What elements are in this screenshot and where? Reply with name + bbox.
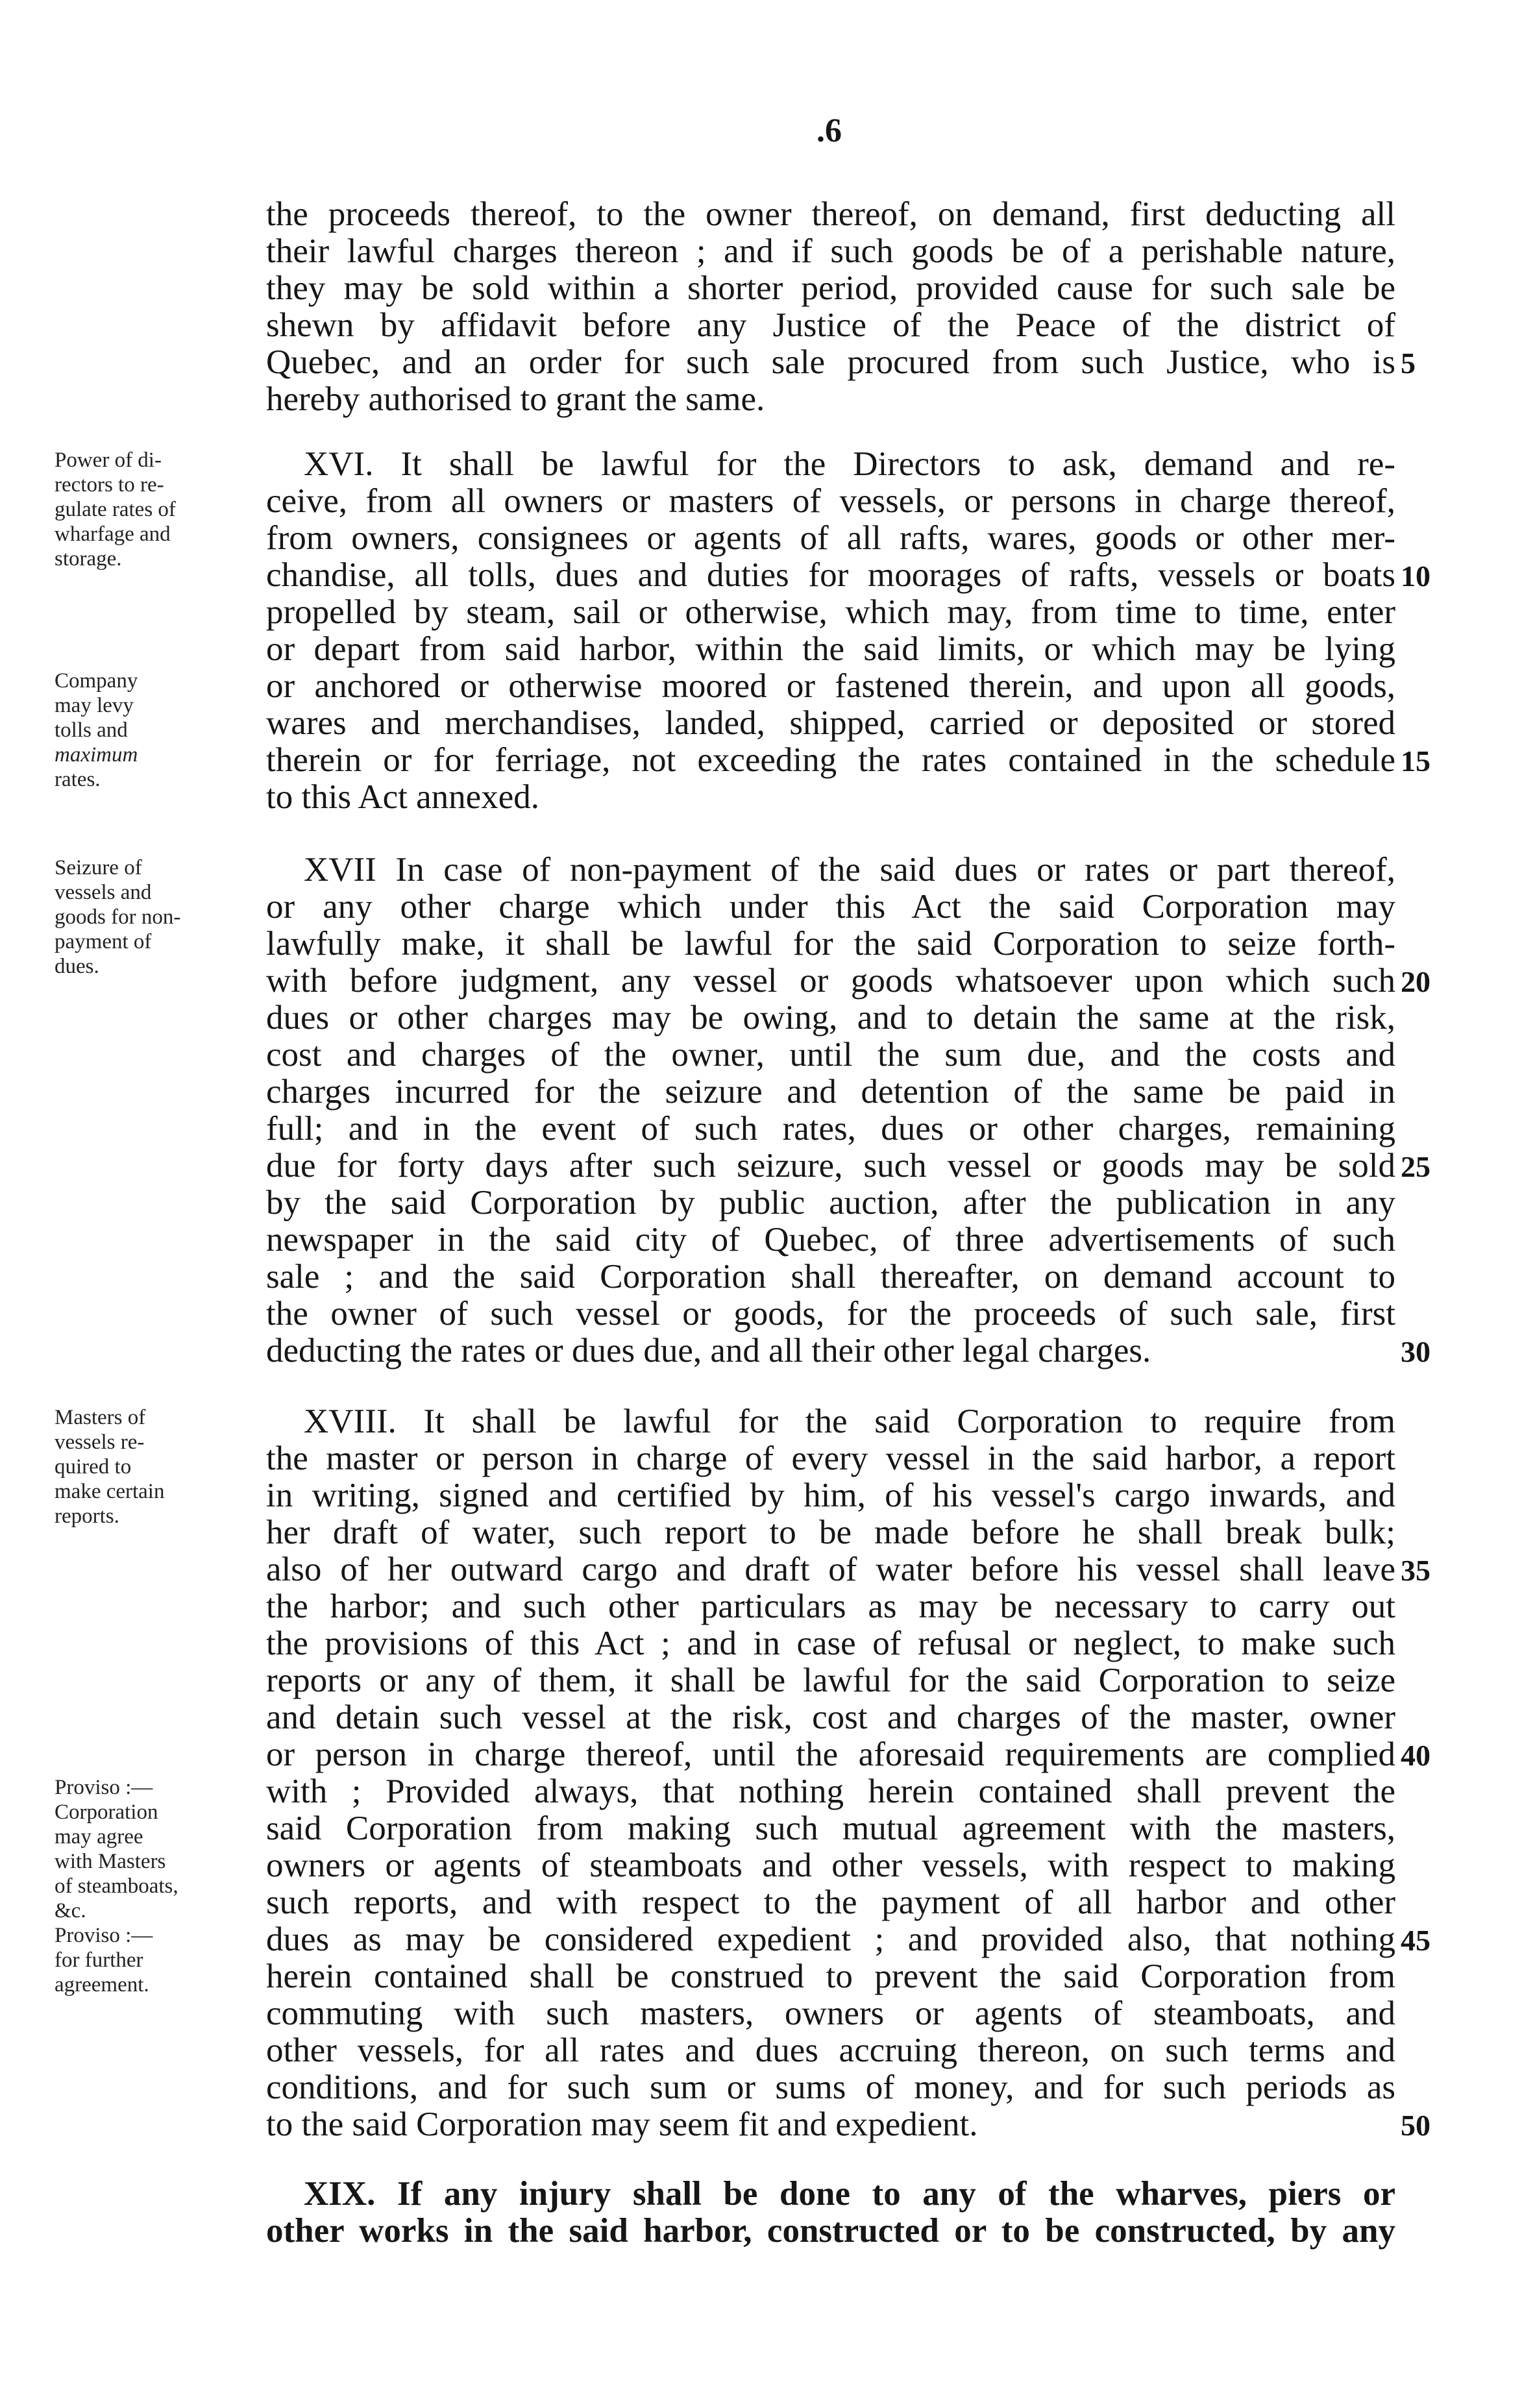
text-line: sale ; and the said Corporation shall thereafter, on demand account to xyxy=(266,1258,1395,1296)
text-line: and detain such vessel at the risk, cost and charges of the master, owner xyxy=(266,1699,1395,1736)
text-line: or anchored or otherwise moored or fastened therein, and upon all goods, xyxy=(266,667,1395,705)
line-number: 15 xyxy=(1401,744,1430,778)
text-line: newspaper in the said city of Quebec, of three advertisements of such xyxy=(266,1221,1395,1259)
text-line: they may be sold within a shorter period, provided cause for such sale be xyxy=(266,269,1395,307)
line-number: 10 xyxy=(1401,559,1430,593)
line-number: 25 xyxy=(1401,1150,1430,1183)
line-number: 20 xyxy=(1401,965,1430,998)
line-number: 35 xyxy=(1401,1554,1430,1587)
text-line: deducting the rates or dues due, and all their other legal charges. xyxy=(266,1332,1151,1370)
line-number: 30 xyxy=(1401,1335,1430,1368)
text-line: commuting with such masters, owners or agents of steamboats, and xyxy=(266,1995,1395,2032)
text-line: the provisions of this Act ; and in case of refusal or neglect, to make such xyxy=(266,1625,1395,1662)
text-line: due for forty days after such seizure, such vessel or goods may be sold xyxy=(266,1147,1395,1185)
margin-note-seizure: Seizure of vessels and goods for non- payment of dues. xyxy=(55,856,181,978)
text-line: XVII In case of non-payment of the said dues or rates or part thereof, xyxy=(304,851,1395,889)
line-number: 45 xyxy=(1401,1924,1430,1957)
text-line: XVI. It shall be lawful for the Directors to ask, demand and re- xyxy=(304,445,1395,483)
text-line: or person in charge thereof, until the aforesaid requirements are complied xyxy=(266,1736,1395,1773)
text-line: with before judgment, any vessel or goods whatsoever upon which such xyxy=(266,962,1395,1000)
margin-note-proviso-agreement: Proviso :— Corporation may agree with Masters of steamboats, &c. xyxy=(55,1776,178,1923)
text-line: cost and charges of the owner, until the sum due, and the costs and xyxy=(266,1036,1395,1074)
margin-note-directors-rates: Power of di- rectors to re- gulate rates of wharfage and storage. xyxy=(55,448,176,571)
text-line: other vessels, for all rates and dues accruing thereon, on such terms and xyxy=(266,2032,1395,2069)
text-line: to the said Corporation may seem fit and expedient. xyxy=(266,2106,978,2143)
text-line: herein contained shall be construed to prevent the said Corporation from xyxy=(266,1958,1395,1995)
text-line: their lawful charges thereon ; and if such goods be of a perishable nature, xyxy=(266,232,1395,270)
text-line: XIX. If any injury shall be done to any of the wharves, piers or xyxy=(304,2175,1395,2213)
text-line: hereby authorised to grant the same. xyxy=(266,380,765,418)
text-line: reports or any of them, it shall be lawful for the said Corporation to seize xyxy=(266,1662,1395,1699)
line-number: 50 xyxy=(1401,2109,1430,2142)
text-line: said Corporation from making such mutual agreement with the masters, xyxy=(266,1810,1395,1847)
margin-note-masters-reports: Masters of vessels re- quired to make certain reports. xyxy=(55,1406,165,1528)
text-line: the harbor; and such other particulars as may be necessary to carry out xyxy=(266,1588,1395,1625)
text-line: her draft of water, such report to be made before he shall break bulk; xyxy=(266,1514,1395,1551)
text-line: wares and merchandises, landed, shipped, carried or deposited or stored xyxy=(266,704,1395,742)
text-line: full; and in the event of such rates, dues or other charges, remaining xyxy=(266,1110,1395,1148)
text-line: the proceeds thereof, to the owner thereof, on demand, first deducting all xyxy=(266,195,1395,233)
text-line: by the said Corporation by public auction, after the publication in any xyxy=(266,1184,1395,1222)
text-line: the master or person in charge of every vessel in the said harbor, a report xyxy=(266,1440,1395,1477)
text-line: owners or agents of steamboats and other vessels, with respect to making xyxy=(266,1847,1395,1884)
text-line: ceive, from all owners or masters of vessels, or persons in charge thereof, xyxy=(266,482,1395,520)
text-line: conditions, and for such sum or sums of money, and for such periods as xyxy=(266,2069,1395,2106)
text-line: XVIII. It shall be lawful for the said Corporation to require from xyxy=(304,1403,1395,1440)
text-line: Quebec, and an order for such sale procured from such Justice, who is xyxy=(266,343,1395,381)
text-line: or any other charge which under this Act the said Corporation may xyxy=(266,888,1395,926)
text-line: from owners, consignees or agents of all rafts, wares, goods or other mer- xyxy=(266,519,1395,557)
text-line: shewn by affidavit before any Justice of the Peace of the district of xyxy=(266,306,1395,344)
text-line: the owner of such vessel or goods, for the proceeds of such sale, first xyxy=(266,1295,1395,1333)
page-number: .6 xyxy=(816,112,842,149)
line-number: 40 xyxy=(1401,1739,1430,1772)
text-line: with ; Provided always, that nothing herein contained shall prevent the xyxy=(266,1773,1395,1810)
text-line: such reports, and with respect to the payment of all harbor and other xyxy=(266,1884,1395,1921)
line-number: 5 xyxy=(1401,347,1416,380)
text-line: also of her outward cargo and draft of water before his vessel shall leave xyxy=(266,1551,1395,1588)
margin-note-proviso-further: Proviso :— for further agreement. xyxy=(55,1924,153,1996)
text-line: dues as may be considered expedient ; and provided also, that nothing xyxy=(266,1921,1395,1958)
text-line: propelled by steam, sail or otherwise, which may, from time to time, enter xyxy=(266,593,1395,631)
text-line: therein or for ferriage, not exceeding the rates contained in the schedule xyxy=(266,741,1395,779)
text-line: other works in the said harbor, constructed or to be constructed, by any xyxy=(266,2212,1395,2250)
text-line: dues or other charges may be owing, and to detain the same at the risk, xyxy=(266,999,1395,1037)
text-line: lawfully make, it shall be lawful for the said Corporation to seize forth- xyxy=(266,925,1395,963)
text-line: in writing, signed and certified by him, of his vessel's cargo inwards, and xyxy=(266,1477,1395,1514)
text-line: to this Act annexed. xyxy=(266,778,539,816)
text-line: or depart from said harbor, within the said limits, or which may be lying xyxy=(266,630,1395,668)
text-line: chandise, all tolls, dues and duties for moorages of rafts, vessels or boats xyxy=(266,556,1395,594)
text-line: charges incurred for the seizure and detention of the same be paid in xyxy=(266,1073,1395,1111)
margin-note-company-tolls: Company may levy tolls and maximum rates. xyxy=(55,669,138,791)
